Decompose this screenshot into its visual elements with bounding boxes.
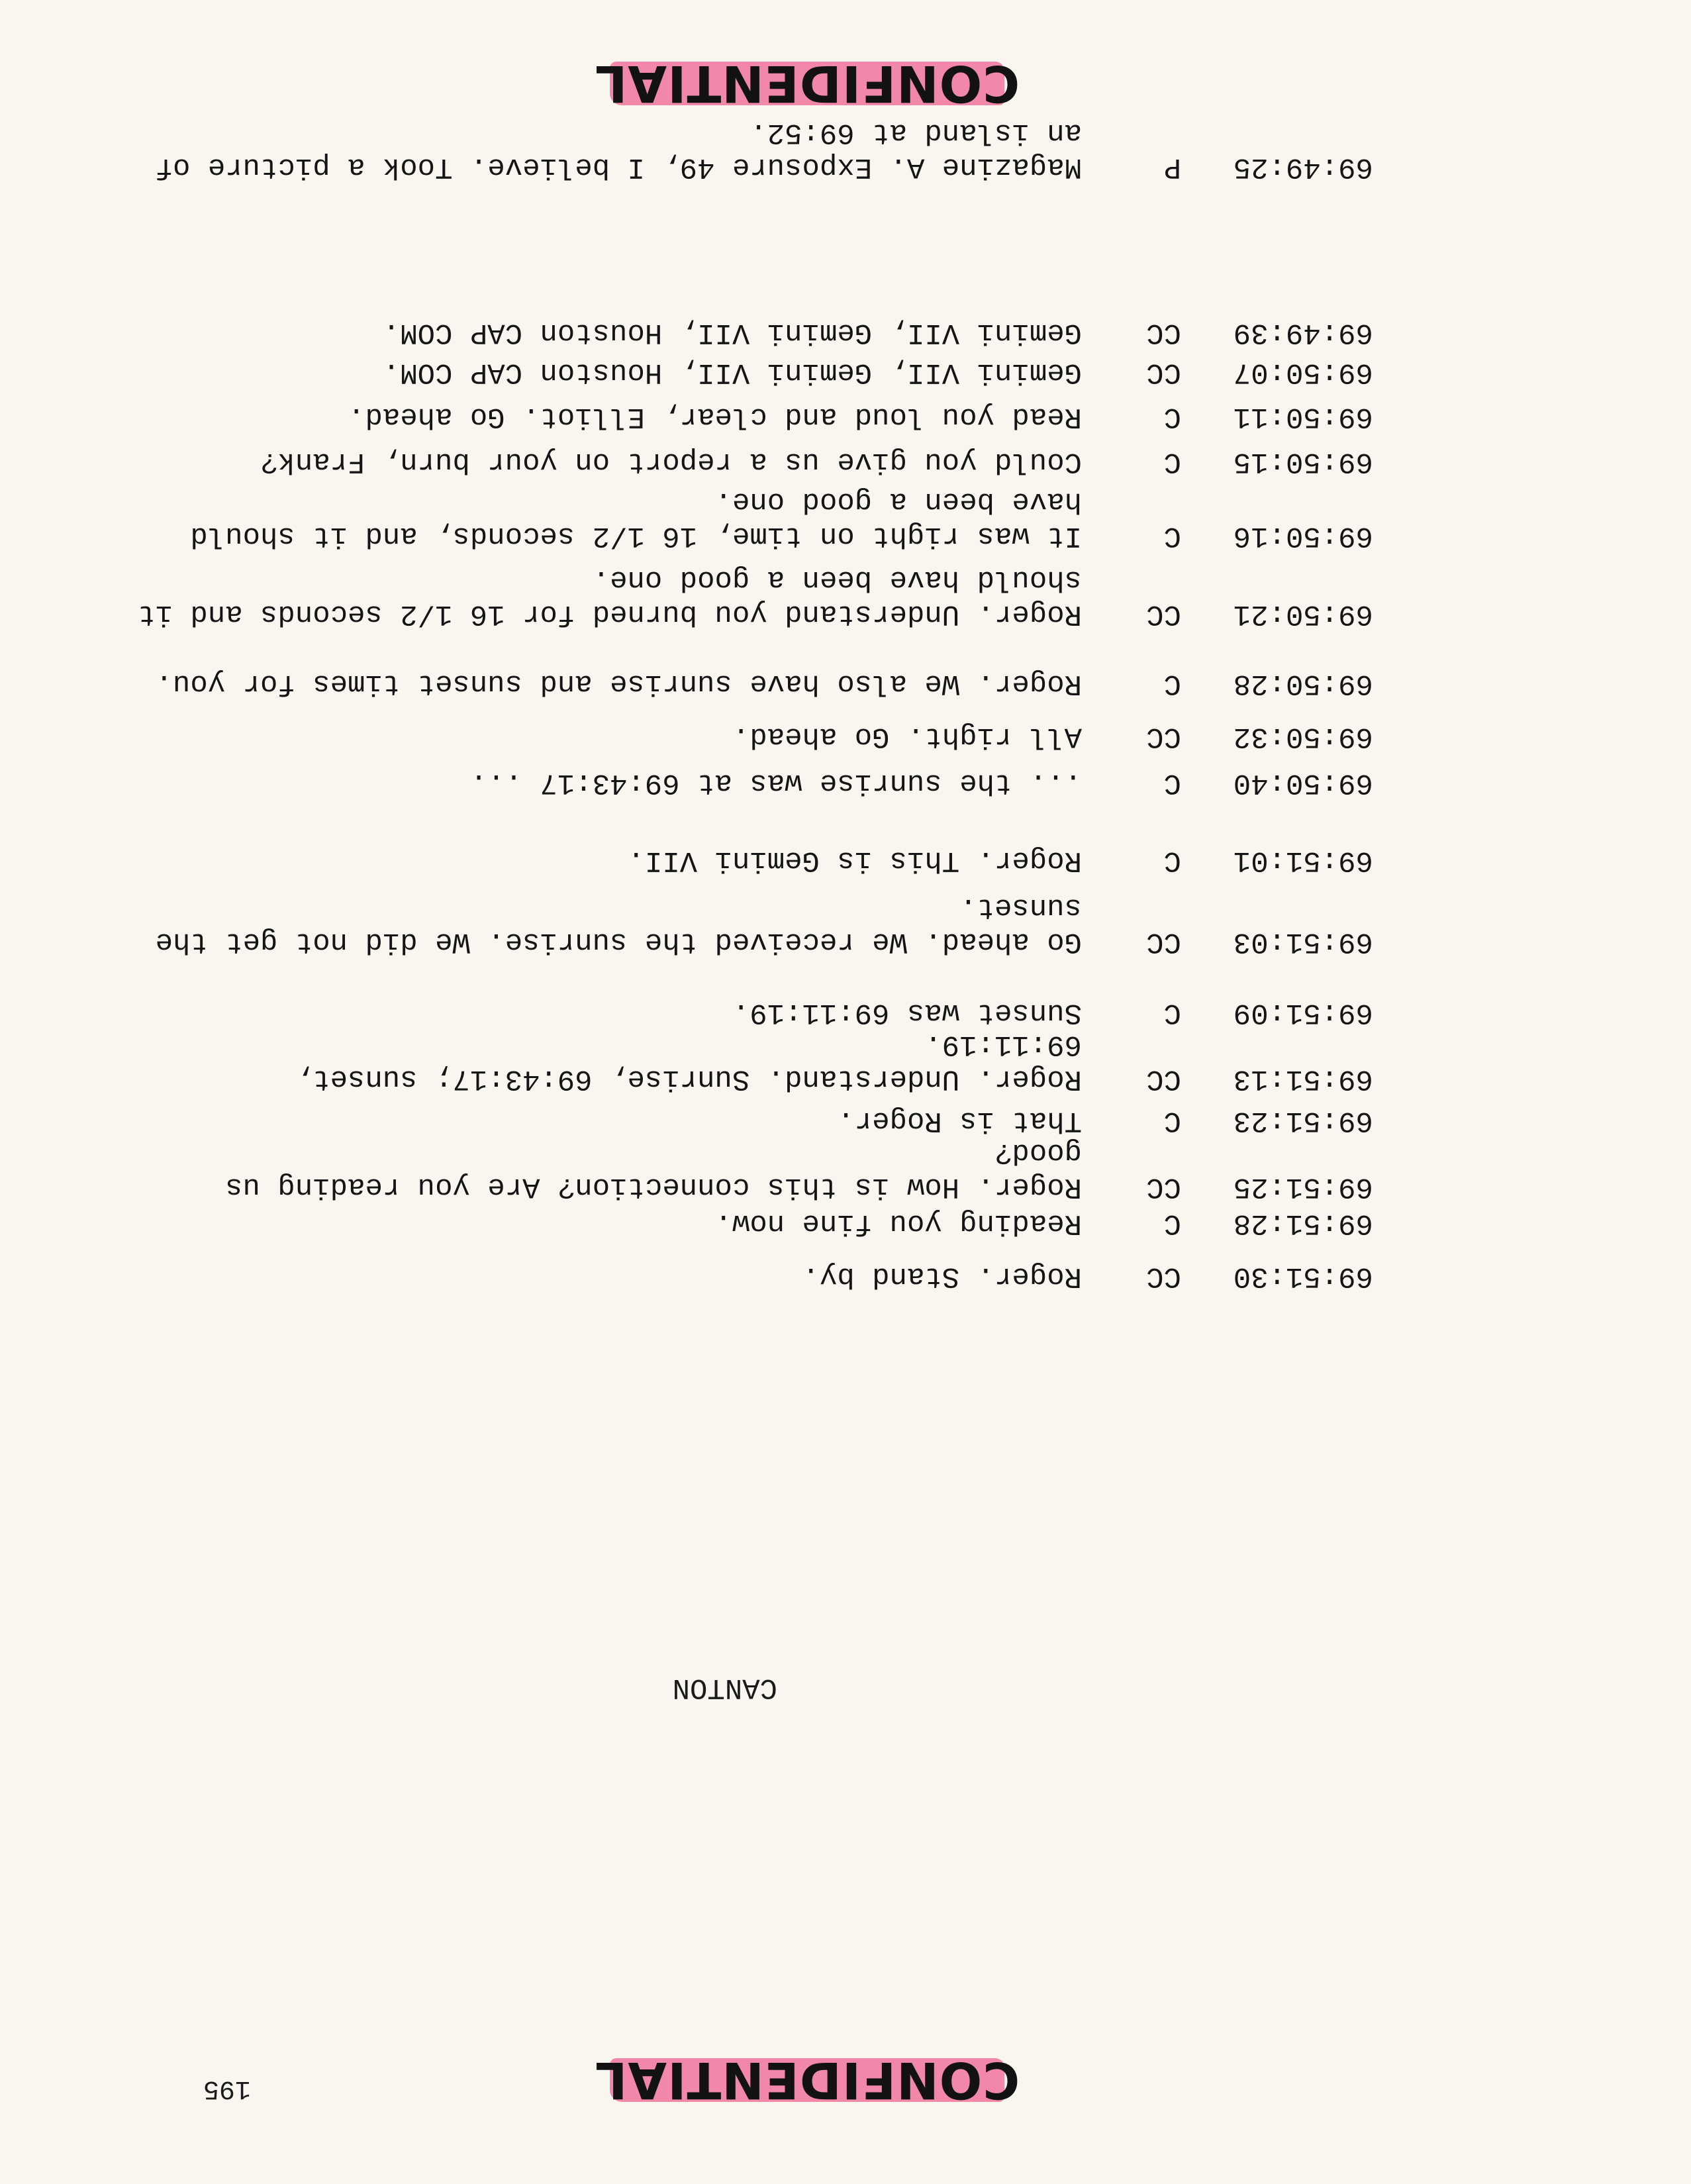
transcript-entry [128, 115, 1373, 184]
entry-time: 69:50:21 [1233, 597, 1373, 630]
entry-time: 69:51:03 [1233, 925, 1373, 958]
section-caption: CANTON [672, 1671, 777, 1704]
entry-time: 69:51:09 [1233, 996, 1373, 1029]
entry-message: Roger. Understand. Sunrise, 69:43:17; sunset, 69:11:19. [295, 1028, 1082, 1095]
entry-message: Roger. Understand you burned for 16 1/2 seconds and it should have been a good one. [138, 563, 1082, 630]
entry-speaker: CC [1146, 1170, 1181, 1203]
transcript-entry [128, 1027, 1373, 1096]
transcript-entry [128, 843, 1373, 877]
entry-time: 69:50:11 [1233, 400, 1373, 433]
entry-time: 69:51:30 [1233, 1260, 1373, 1293]
page-number: 195 [203, 2073, 251, 2103]
transcript-entry [128, 399, 1373, 434]
entry-message: Magazine A. Exposure 49, I believe. Took a picture of an island at 69:52. [155, 116, 1082, 183]
entry-time: 69:51:28 [1233, 1207, 1373, 1240]
entry-time: 69:51:25 [1233, 1170, 1373, 1203]
entry-message: Gemini VII, Gemini VII, Houston CAP COM. [382, 316, 1082, 349]
entry-time: 69:49:25 [1233, 150, 1373, 183]
entry-speaker: CC [1146, 1260, 1181, 1293]
entry-message: Roger. We also have sunrise and sunset times for you. [155, 667, 1082, 700]
entry-message: Roger. How is this connection? Are you reading us good? [225, 1136, 1082, 1203]
transcript-entry [128, 484, 1373, 553]
entry-message: Reading you fine now. [714, 1207, 1082, 1240]
entry-time: 69:51:13 [1233, 1062, 1373, 1095]
entry-message: That is Roger. [837, 1104, 1082, 1137]
confidential-stamp-bottom: CONFIDENTIAL [594, 54, 1020, 114]
transcript-entry [128, 1103, 1373, 1138]
transcript-entry [128, 444, 1373, 479]
entry-message: Read you loud and clear, Elliot. Go ahead. [348, 400, 1082, 433]
entry-message: ... the sunrise was at 69:43:17 ... [469, 766, 1082, 799]
entry-time: 69:50:28 [1233, 667, 1373, 700]
entry-message: Gemini VII, Gemini VII, Houston CAP COM. [382, 356, 1082, 389]
entry-message: Roger. Stand by. [802, 1260, 1082, 1293]
entry-time: 69:50:32 [1233, 720, 1373, 753]
entry-speaker: C [1163, 766, 1181, 799]
confidential-stamp-top: CONFIDENTIAL [594, 2051, 1020, 2110]
entry-speaker: C [1163, 667, 1181, 700]
entry-speaker: C [1163, 1207, 1181, 1240]
entry-speaker: C [1163, 519, 1181, 552]
entry-speaker: CC [1146, 925, 1181, 958]
entry-message: Sunset was 69:11:19. [732, 996, 1082, 1029]
transcript-entry [128, 1206, 1373, 1240]
transcript-entry [128, 562, 1373, 631]
entry-time: 69:50:16 [1233, 519, 1373, 552]
entry-speaker: P [1163, 150, 1181, 183]
transcript-entry [128, 719, 1373, 754]
transcript-entry [128, 995, 1373, 1030]
entry-speaker: CC [1146, 597, 1181, 630]
entry-message: Go ahead. We received the sunrise. We did not get the sunset. [155, 891, 1082, 958]
entry-message: Could you give us a report on your burn, Frank? [260, 445, 1082, 478]
transcript-entry [128, 666, 1373, 701]
entry-speaker: CC [1146, 316, 1181, 349]
transcript-entry [128, 1259, 1373, 1293]
entry-message: Roger. This is Gemini VII. [627, 844, 1082, 877]
transcript-entry [128, 766, 1373, 800]
entry-time: 69:50:07 [1233, 356, 1373, 389]
entry-speaker: CC [1146, 356, 1181, 389]
transcript-entry [128, 890, 1373, 959]
entry-speaker: CC [1146, 720, 1181, 753]
entry-time: 69:50:15 [1233, 445, 1373, 478]
entry-message: All right. Go ahead. [732, 720, 1082, 753]
entry-message: It was right on time, 16 1/2 seconds, and it should have been a good one. [190, 485, 1082, 552]
entry-speaker: C [1163, 1104, 1181, 1137]
entry-time: 69:49:39 [1233, 316, 1373, 349]
entry-time: 69:50:40 [1233, 766, 1373, 799]
transcript-entry [128, 315, 1373, 350]
entry-speaker: C [1163, 400, 1181, 433]
entry-time: 69:51:23 [1233, 1104, 1373, 1137]
entry-speaker: C [1163, 445, 1181, 478]
entry-time: 69:51:01 [1233, 844, 1373, 877]
entry-speaker: CC [1146, 1062, 1181, 1095]
entry-speaker: C [1163, 996, 1181, 1029]
transcript-entry [128, 355, 1373, 389]
entry-speaker: C [1163, 844, 1181, 877]
transcript-entry [128, 1135, 1373, 1204]
